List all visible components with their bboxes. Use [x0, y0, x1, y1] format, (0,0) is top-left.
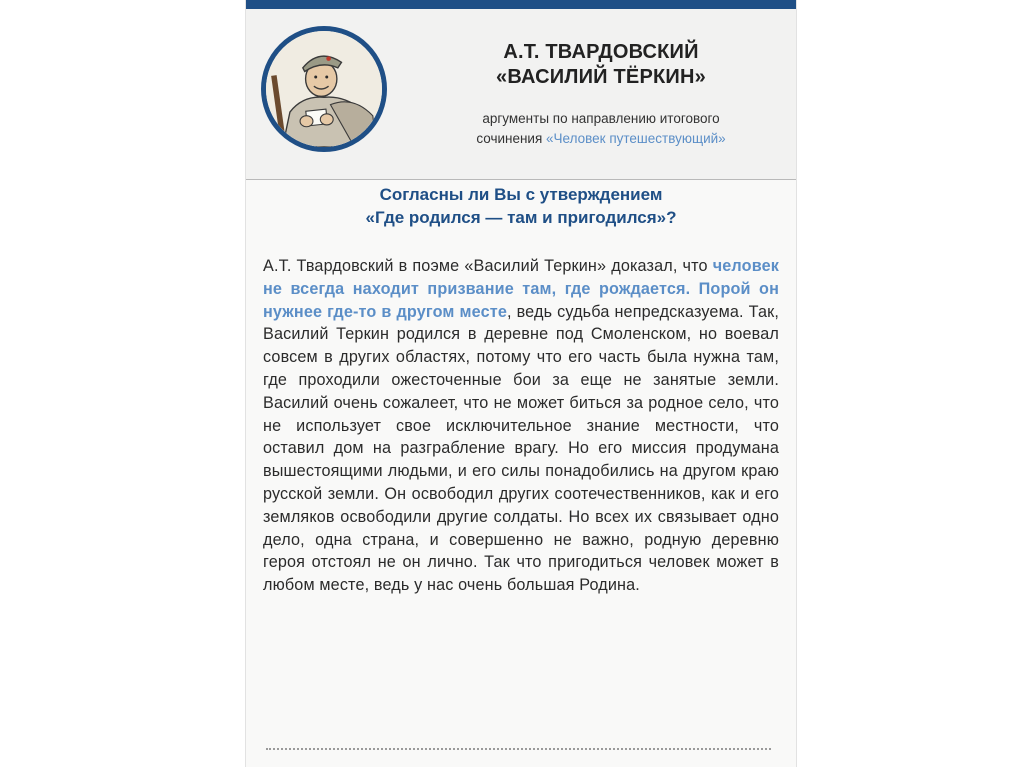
- question-line-2: «Где родился — там и пригодился»?: [365, 208, 677, 227]
- subtitle-line-1: аргументы по направлению итогового: [482, 111, 720, 126]
- question-line-1: Согласны ли Вы с утверждением: [379, 185, 663, 204]
- paragraph-rest: , ведь судьба непредсказуема. Так, Василий Теркин родился в деревне под Смоленском, но воевал совсем в других областях, потому что его часть была нужна там, где проходили ожесточенные бои за еще не занятые земли. Василий очень сожалеет, что не может биться за родное село, что не использует свое исключительное знание местности, что оставил дом на разграбление врагу. Но его миссия продумана вышестоящими людьми, и его силы понадобились на другом краю русской земли. Он освободил других соотечественников, как и его земляков освободили другие солдаты. Но всех их связывает одно дело, одна страна, и совершенно не важно, родную деревню героя отстоял не он лично. Так что пригодиться человек может в любом месте, ведь у нас очень большая Родина.: [263, 302, 779, 595]
- footer-divider: [266, 748, 771, 750]
- top-bar: [246, 0, 796, 9]
- document-card: [245, 0, 797, 767]
- work-title: «ВАСИЛИЙ ТЁРКИН»: [496, 66, 706, 88]
- header: [246, 9, 796, 180]
- author-title: А.Т. ТВАРДОВСКИЙ: [503, 41, 699, 63]
- subtitle-line-2: [411, 129, 791, 149]
- argument-paragraph: [263, 255, 779, 597]
- title-block: [411, 40, 791, 90]
- subtitle-prefix: сочинения: [476, 131, 547, 146]
- subtitle-topic: «Человек путешествующий»: [546, 131, 726, 146]
- subtitle-block: [411, 109, 791, 149]
- paragraph-highlight: человек не всегда находит призвание там, где рождается. Порой он нужнее где-то в другом месте: [263, 257, 779, 321]
- soldier-portrait-icon: [261, 26, 387, 152]
- portrait-illustration: [266, 31, 382, 147]
- question-heading: [246, 183, 796, 229]
- paragraph-intro: А.Т. Твардовский в поэме «Василий Теркин» доказал, что: [263, 257, 713, 275]
